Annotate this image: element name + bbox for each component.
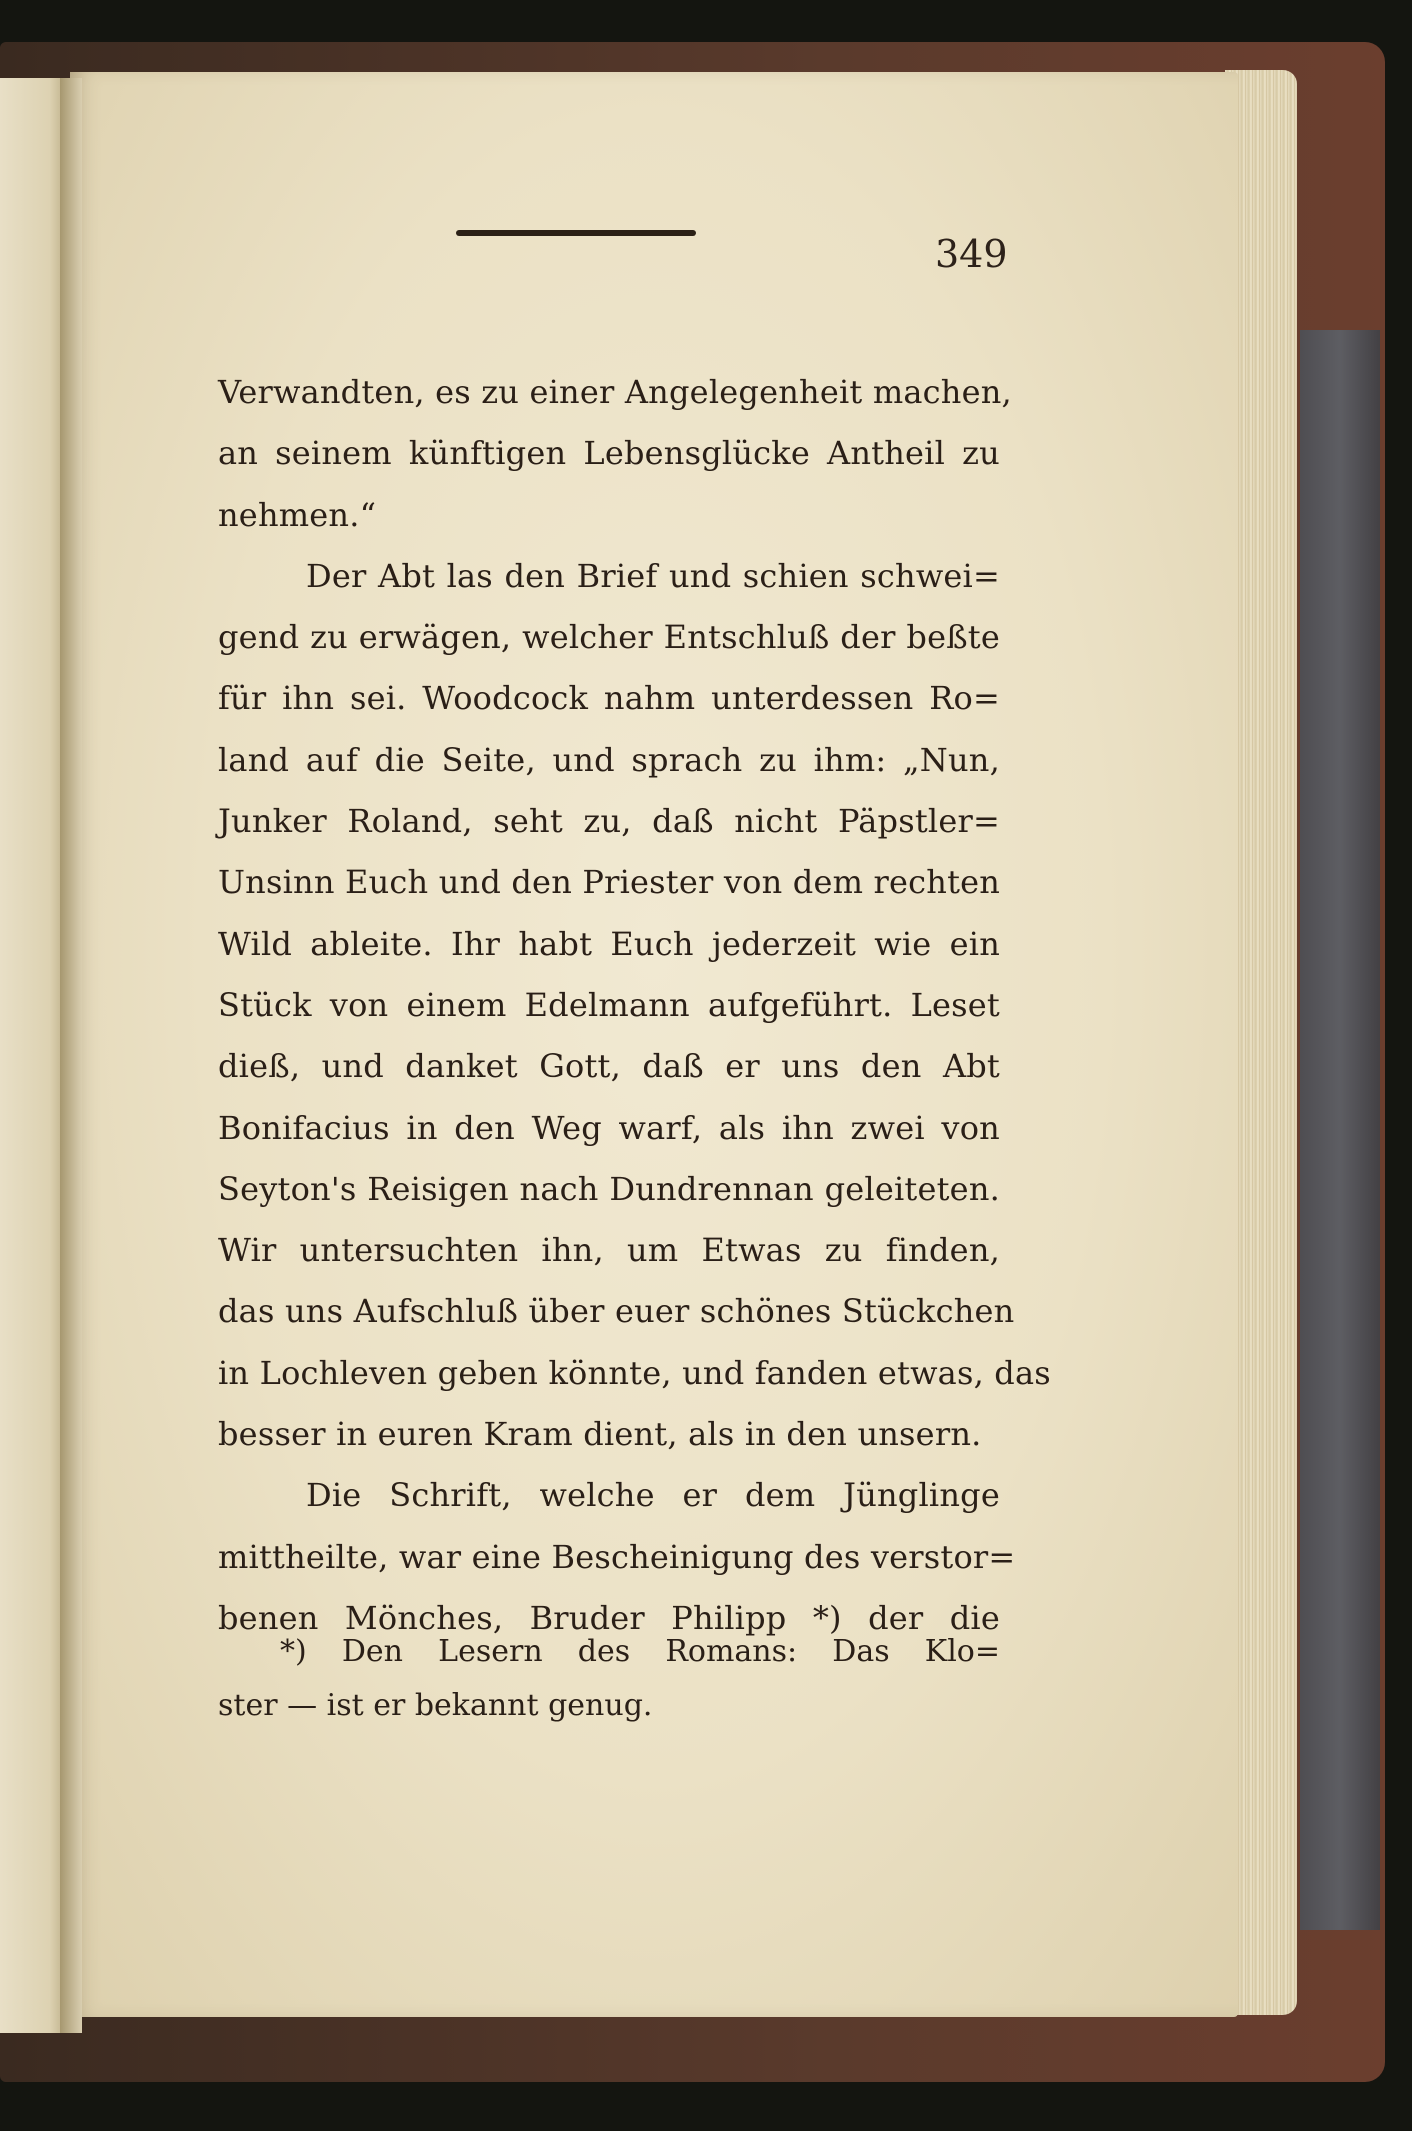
text-line: besser in euren Kram dient, als in den unsern. [218,1415,982,1454]
text-line: Verwandten, es zu einer Angelegenheit machen, [218,373,1012,411]
text-line: benen Mönches, Bruder Philipp *) der die [218,1598,1000,1637]
cover-edge [1300,330,1380,1930]
text-line: das uns Aufschluß über euer schönes Stückchen [218,1292,1015,1331]
text-line: Wir untersuchten ihn, um Etwas zu finden, [218,1231,1000,1270]
previous-page [0,78,66,2033]
book-gutter [60,78,82,2033]
page-number: 349 [935,232,1008,276]
text-line: mittheilte, war eine Bescheinigung des verstor= [218,1537,1016,1576]
text-line: Junker Roland, seht zu, daß nicht Päpstler= [218,802,1000,841]
text-line: gend zu erwägen, welcher Entschluß der beßte [218,618,1000,657]
footnote [218,1625,1000,1733]
text-line: für ihn sei. Woodcock nahm unterdessen Ro= [218,679,1000,718]
text-line: Der Abt las den Brief und schien schwei= [306,556,1000,595]
header-rule [456,230,696,236]
text-line: Unsinn Euch und den Priester von dem rechten [218,863,1001,902]
text-line: an seinem künftigen Lebensglücke Antheil zu [218,434,1000,473]
footnote-line: *) Den Lesern des Romans: Das Klo= [280,1634,1000,1669]
text-line: Seyton's Reisigen nach Dundrennan geleiteten. [218,1169,1000,1208]
text-line: dieß, und danket Gott, daß er uns den Abt [218,1047,1000,1086]
text-line: in Lochleven geben könnte, und fanden etwas, das [218,1353,1051,1392]
body-text [218,362,1051,1649]
footnote-line: ster — ist er bekannt genug. [218,1688,653,1723]
text-line: Wild ableite. Ihr habt Euch jederzeit wie ein [218,924,1000,963]
text-line: Die Schrift, welche er dem Jünglinge [306,1476,1000,1515]
text-line: nehmen.“ [218,495,377,534]
text-line: land auf die Seite, und sprach zu ihm: „Nun, [218,740,1000,779]
text-line: Bonifacius in den Weg warf, als ihn zwei von [218,1108,1000,1147]
text-line: Stück von einem Edelmann aufgeführt. Leset [218,985,1000,1024]
